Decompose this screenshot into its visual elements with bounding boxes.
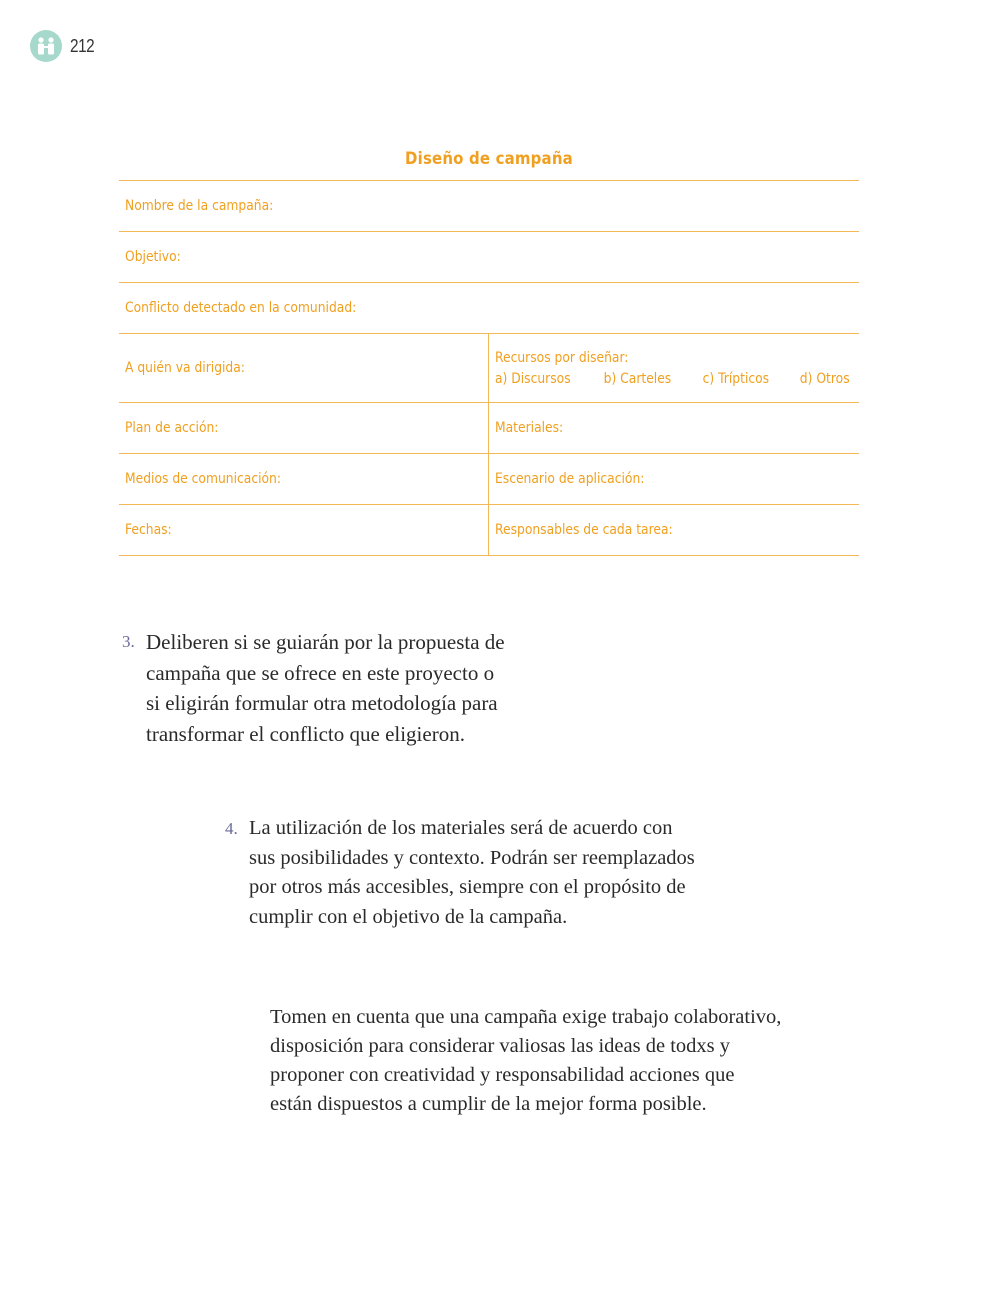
form-row-dates-responsibles	[119, 504, 859, 556]
form-row-conflict	[119, 282, 859, 333]
instruction-number: 3.	[122, 632, 135, 651]
form-row-audience-resources	[119, 333, 859, 402]
page-header	[30, 30, 99, 62]
form-row-media-scenario	[119, 453, 859, 504]
instruction-item	[225, 814, 749, 932]
resources-options	[495, 371, 850, 387]
note-paragraph	[270, 1003, 850, 1119]
form-row-campaign-name	[119, 180, 859, 231]
campaign-design-form	[119, 140, 859, 556]
note-text: Tomen en cuenta que una campaña exige trabajo colaborativo, disposición para considerar valiosas las ideas de todxs y proponer con creatividad y responsabilidad acciones que están dispuestos a cumplir de la mejor forma posible.	[270, 1006, 782, 1115]
instruction-text: Deliberen si se guiarán por la propuesta de campaña que se ofrece en este proyecto o si eligirán formular otra metodología para transformar el conflicto que eligieron.	[146, 630, 505, 746]
resource-option: c) Trípticos	[702, 370, 770, 387]
resources-field	[489, 334, 859, 402]
resources-label: Recursos por diseñar:	[495, 349, 629, 366]
resource-option: b) Carteles	[603, 370, 672, 387]
scenario-field: Escenario de aplicación:	[495, 471, 645, 487]
resource-option: d) Otros	[799, 370, 850, 387]
media-field: Medios de comunicación:	[119, 454, 489, 504]
materials-field: Materiales:	[495, 420, 564, 436]
audience-field: A quién va dirigida:	[119, 334, 489, 402]
action-plan-field: Plan de acción:	[119, 403, 489, 453]
instruction-text: La utilización de los materiales será de acuerdo con sus posibilidades y contexto. Podrán ser reemplazados por otros más accesibles, siempre con el propósito de cumplir con el objetivo de la campaña.	[249, 817, 695, 928]
form-row-plan-materials	[119, 402, 859, 453]
responsibles-field: Responsables de cada tarea:	[495, 522, 673, 538]
objective-field: Objetivo:	[125, 249, 181, 265]
page-number: 212	[70, 35, 95, 56]
resource-option: a) Discursos	[495, 370, 571, 387]
dates-field: Fechas:	[119, 505, 489, 555]
form-title: Diseño de campaña	[405, 149, 573, 169]
conflict-field: Conflicto detectado en la comunidad:	[125, 300, 357, 316]
form-row-objective	[119, 231, 859, 282]
people-icon	[30, 30, 62, 62]
instruction-number: 4.	[225, 819, 238, 838]
campaign-name-field: Nombre de la campaña:	[125, 198, 274, 214]
instruction-item	[122, 627, 546, 749]
